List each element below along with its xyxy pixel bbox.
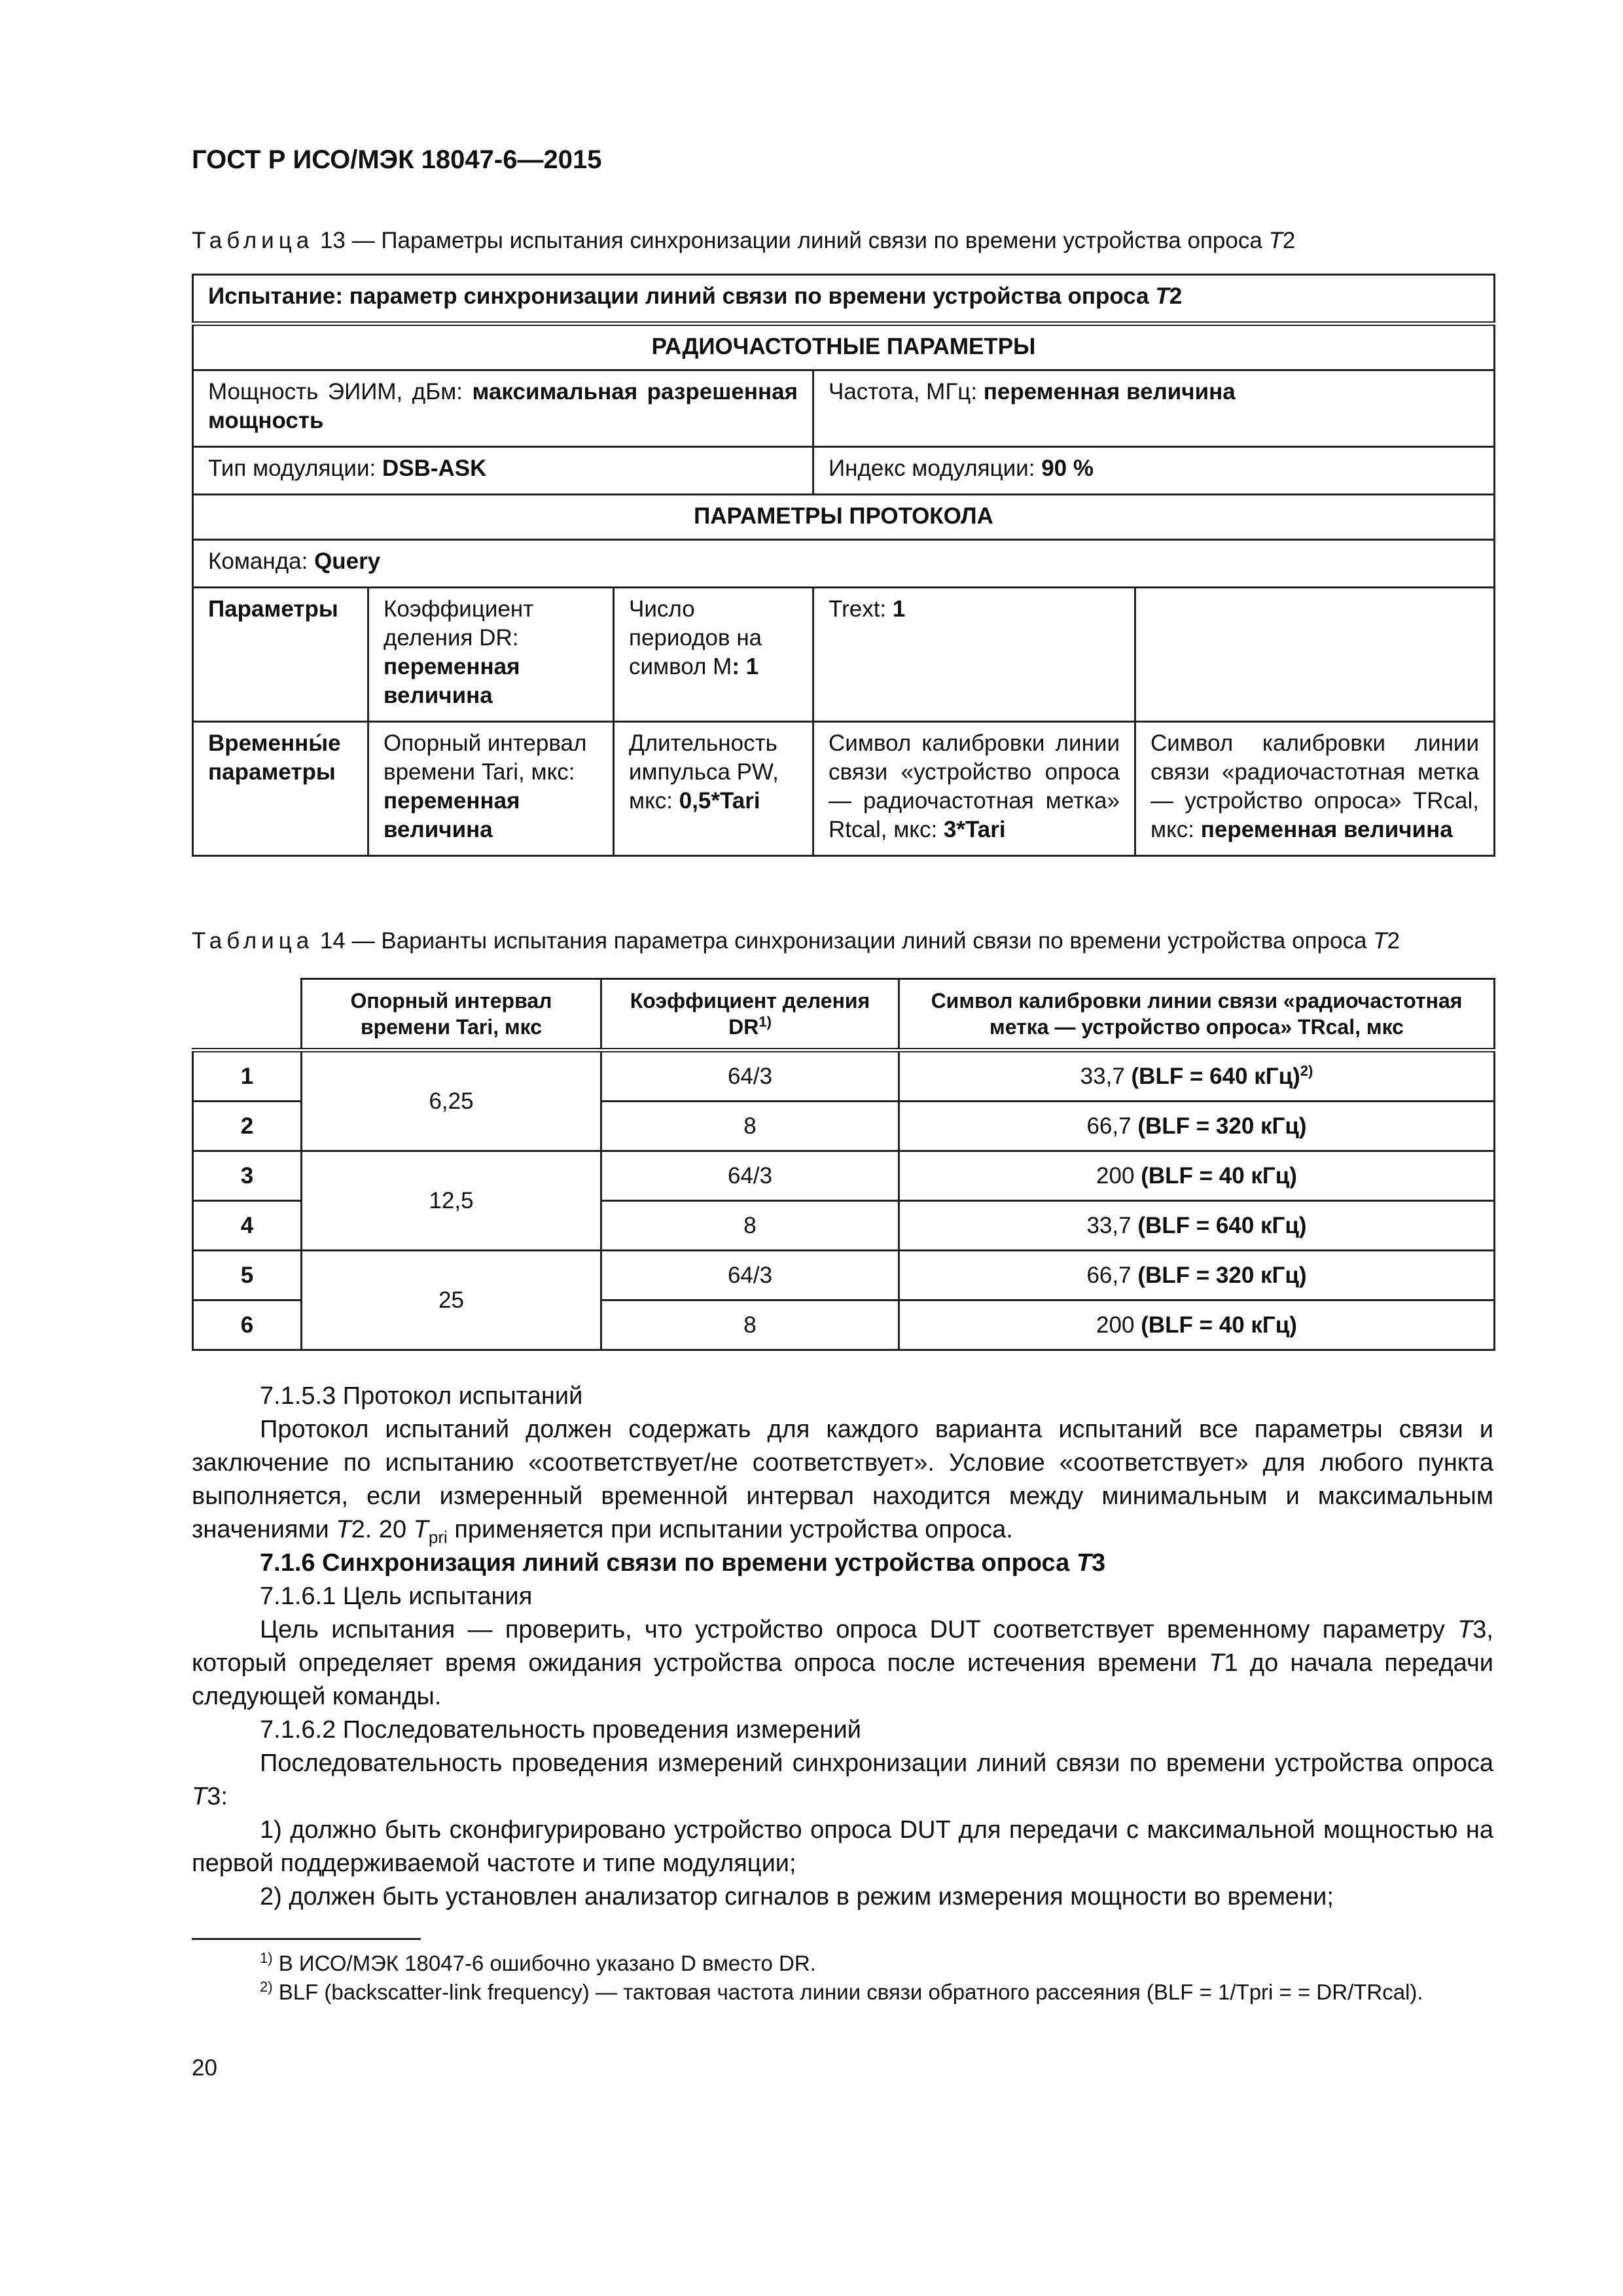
m-label: Число периодов на символ M [629, 596, 762, 679]
section-7161-paragraph [192, 1613, 1493, 1713]
trcal-value [899, 1102, 1495, 1151]
frequency-label: Частота, МГц: [829, 379, 978, 404]
row-number: 5 [193, 1251, 302, 1300]
tari-value: переменная величина [383, 788, 520, 842]
italic-t: T [1076, 1549, 1092, 1577]
trcal-value [899, 1050, 1495, 1102]
tari-value: 12,5 [302, 1151, 601, 1251]
trcal-cell [1135, 722, 1495, 856]
section-716-heading [192, 1547, 1493, 1580]
trcal-number: 33,7 [1080, 1063, 1125, 1089]
table-row [193, 722, 1495, 856]
table-header-row [193, 979, 1495, 1050]
paragraph-part: 1 до начала передачи следующей команды. [192, 1649, 1493, 1710]
dr-value: 64/3 [601, 1151, 899, 1201]
row-number: 2 [193, 1102, 302, 1151]
italic-t: T [413, 1516, 429, 1543]
heading-tail: 3 [1092, 1549, 1106, 1577]
modulation-index-label: Индекс модуляции: [829, 456, 1035, 481]
dr-label: Коэффициент деления DR: [383, 596, 534, 651]
caption-text: 13 — Параметры испытания синхронизации линий связи по времени устройства опроса [319, 228, 1262, 253]
tari-label: Опорный интервал времени Tari, мкс: [383, 730, 587, 785]
trext-cell [813, 588, 1135, 722]
trcal-number: 66,7 [1086, 1113, 1132, 1139]
test-title [193, 275, 1495, 324]
section-7161-heading: 7.1.6.1 Цель испытания [260, 1583, 533, 1610]
table-14 [192, 978, 1495, 1351]
modulation-index-value: 90 % [1041, 456, 1094, 481]
modulation-type-value: DSB-ASK [382, 456, 487, 481]
tari-value: 25 [302, 1251, 601, 1350]
trcal-value [899, 1300, 1495, 1350]
power-label: Мощность ЭИИМ, дБм: [208, 379, 463, 404]
footnote-1 [192, 1949, 1493, 1978]
blf-value: (BLF = 320 кГц) [1137, 1262, 1307, 1288]
footnote-2 [192, 1978, 1493, 2007]
col-dr-text: Коэффициент деления DR [630, 989, 870, 1039]
blf-value: (BLF = 40 кГц) [1141, 1162, 1297, 1189]
modulation-type-label: Тип модуляции: [208, 456, 376, 481]
blf-value: (BLF = 640 кГц) [1137, 1212, 1307, 1238]
table-row [193, 324, 1495, 370]
empty-cell [1135, 588, 1495, 722]
pw-label: Длительность импульса PW, мкс: [629, 730, 779, 814]
paragraph-part: Цель испытания — проверить, что устройство опроса DUT соответствует временному параметру [260, 1616, 1458, 1643]
table-row [193, 1251, 1495, 1300]
table-13-caption [192, 228, 1295, 254]
tari-value: 6,25 [302, 1050, 601, 1151]
command-label: Команда: [208, 548, 308, 574]
protocol-heading: ПАРАМЕТРЫ ПРОТОКОЛА [193, 495, 1495, 540]
footnote-text: BLF (backscatter-link frequency) — тактовая частота линии связи обратного рассеяния (BLF = 1/Tpri = = DR/TRcal). [278, 1980, 1423, 2004]
table-14-caption [192, 928, 1400, 954]
trcal-value: переменная величина [1200, 817, 1453, 842]
paragraph-part: 2. 20 [351, 1516, 414, 1543]
test-title-text: Испытание: параметр синхронизации линий связи по времени устройства опроса [208, 283, 1149, 309]
table-row [193, 275, 1495, 324]
trext-value: 1 [892, 596, 906, 622]
italic-t: T [336, 1516, 351, 1543]
dr-value: переменная величина [383, 654, 520, 708]
frequency-cell [813, 370, 1495, 447]
paragraph-part: Последовательность проведения измерений синхронизации линий связи по времени устройства опроса [260, 1749, 1493, 1777]
list-item: 2) должен быть установлен анализатор сигналов в режим измерения мощности во времени; [260, 1883, 1334, 1910]
rf-heading: РАДИОЧАСТОТНЫЕ ПАРАМЕТРЫ [193, 324, 1495, 370]
m-cell [614, 588, 813, 722]
table-row [193, 1151, 1495, 1201]
body-text [192, 1380, 1493, 1914]
dr-value: 64/3 [601, 1050, 899, 1102]
m-value: : 1 [732, 654, 759, 679]
caption-prefix: Таблица [192, 928, 314, 954]
section-7162-paragraph [192, 1747, 1493, 1814]
trcal-label: Символ калибровки линии связи «радиочастотная метка — устройство опроса» TRcal, мкс: [1150, 730, 1479, 842]
trcal-number: 33,7 [1086, 1212, 1132, 1238]
table-row [193, 370, 1495, 447]
trcal-number: 66,7 [1086, 1262, 1132, 1288]
rtcal-value: 3*Tari [943, 817, 1006, 842]
command-cell [193, 540, 1495, 588]
modulation-index-cell [813, 447, 1495, 495]
heading-text: 7.1.6 Синхронизация линий связи по времени устройства опроса [260, 1549, 1077, 1577]
caption-tail: 2 [1387, 928, 1400, 954]
trcal-number: 200 [1096, 1162, 1135, 1189]
subscript-pri: pri [428, 1527, 448, 1547]
footnotes [192, 1949, 1493, 2007]
test-title-tail: 2 [1169, 283, 1183, 309]
test-title-italic: T [1155, 283, 1169, 309]
section-7162-heading: 7.1.6.2 Последовательность проведения измерений [260, 1716, 861, 1744]
rtcal-cell [813, 722, 1135, 856]
params-label: Параметры [193, 588, 368, 722]
footnote-divider [192, 1938, 421, 1940]
paragraph-part: 3: [207, 1783, 228, 1810]
table-row [193, 447, 1495, 495]
paragraph-part: 3, который определяет время ожидания устройства опроса после истечения времени [192, 1616, 1493, 1677]
dr-cell [368, 588, 614, 722]
frequency-value: переменная величина [983, 379, 1236, 404]
paragraph-part: применяется при испытании устройства опроса. [447, 1516, 1013, 1543]
col-tari: Опорный интервал времени Tari, мкс [302, 979, 601, 1050]
blf-value: (BLF = 320 кГц) [1137, 1113, 1307, 1139]
italic-t: T [1457, 1616, 1473, 1643]
row-number: 4 [193, 1201, 302, 1251]
col-trcal: Символ калибровки линии связи «радиочастотная метка — устройство опроса» TRcal, мкс [899, 979, 1495, 1050]
pw-cell [614, 722, 813, 856]
dr-value: 8 [601, 1201, 899, 1251]
caption-italic: T [1373, 928, 1387, 954]
paragraph-part: Протокол испытаний должен содержать для каждого варианта испытаний все параметры связи и заключение по испытанию «соответствует/не соответствует». Условие «соответствует» для любого пункта выполняется, если измеренный временной интервал находится между минимальным и максимальным значениями [192, 1416, 1493, 1543]
trcal-value [899, 1201, 1495, 1251]
caption-tail: 2 [1282, 228, 1296, 253]
row-number: 1 [193, 1050, 302, 1102]
modulation-type-cell [193, 447, 813, 495]
dr-value: 64/3 [601, 1251, 899, 1300]
power-cell [193, 370, 813, 447]
trcal-number: 200 [1096, 1312, 1135, 1338]
row-number: 3 [193, 1151, 302, 1201]
rtcal-label: Символ калибровки линии связи «устройство опроса — радиочастотная метка» Rtcal, мкс: [829, 730, 1120, 842]
table-row [193, 1050, 1495, 1102]
tari-cell [368, 722, 614, 856]
trcal-value [899, 1251, 1495, 1300]
caption-text: 14 — Варианты испытания параметра синхронизации линий связи по времени устройства опроса [319, 928, 1367, 954]
caption-prefix: Таблица [192, 228, 314, 253]
table-13 [192, 274, 1495, 857]
table-row [193, 540, 1495, 588]
section-7153-paragraph [192, 1413, 1493, 1547]
dr-value: 8 [601, 1102, 899, 1151]
power-value: максимальная разрешенная мощность [208, 379, 798, 433]
timing-label: Временны́е параметры [193, 722, 368, 856]
pw-value: 0,5*Tari [679, 788, 760, 814]
italic-t: T [1209, 1649, 1224, 1677]
blf-value: (BLF = 40 кГц) [1141, 1312, 1297, 1338]
footnote-ref: 2) [1300, 1062, 1313, 1079]
trext-label: Trext: [829, 596, 887, 622]
list-item: 1) должно быть сконфигурировано устройство опроса DUT для передачи с максимальной мощностью на первой поддерживаемой частоте и типе модуляции; [192, 1816, 1493, 1877]
command-value: Query [314, 548, 381, 574]
footnote-text: В ИСО/МЭК 18047-6 ошибочно указано D вместо DR. [278, 1951, 816, 1975]
section-7153-heading: 7.1.5.3 Протокол испытаний [260, 1382, 583, 1410]
col-dr [601, 979, 899, 1050]
footnote-mark: 1) [260, 1950, 273, 1966]
header-empty [193, 979, 302, 1050]
page-number: 20 [192, 2055, 217, 2081]
col-dr-sup: 1) [758, 1013, 772, 1030]
footnote-mark: 2) [260, 1979, 273, 1995]
dr-value: 8 [601, 1300, 899, 1350]
italic-t: T [192, 1783, 207, 1810]
row-number: 6 [193, 1300, 302, 1350]
caption-italic: T [1268, 228, 1283, 253]
document-header: ГОСТ Р ИСО/МЭК 18047-6—2015 [192, 145, 602, 174]
blf-value: (BLF = 640 кГц) [1131, 1063, 1300, 1089]
trcal-value [899, 1151, 1495, 1201]
table-row [193, 588, 1495, 722]
table-row [193, 495, 1495, 540]
